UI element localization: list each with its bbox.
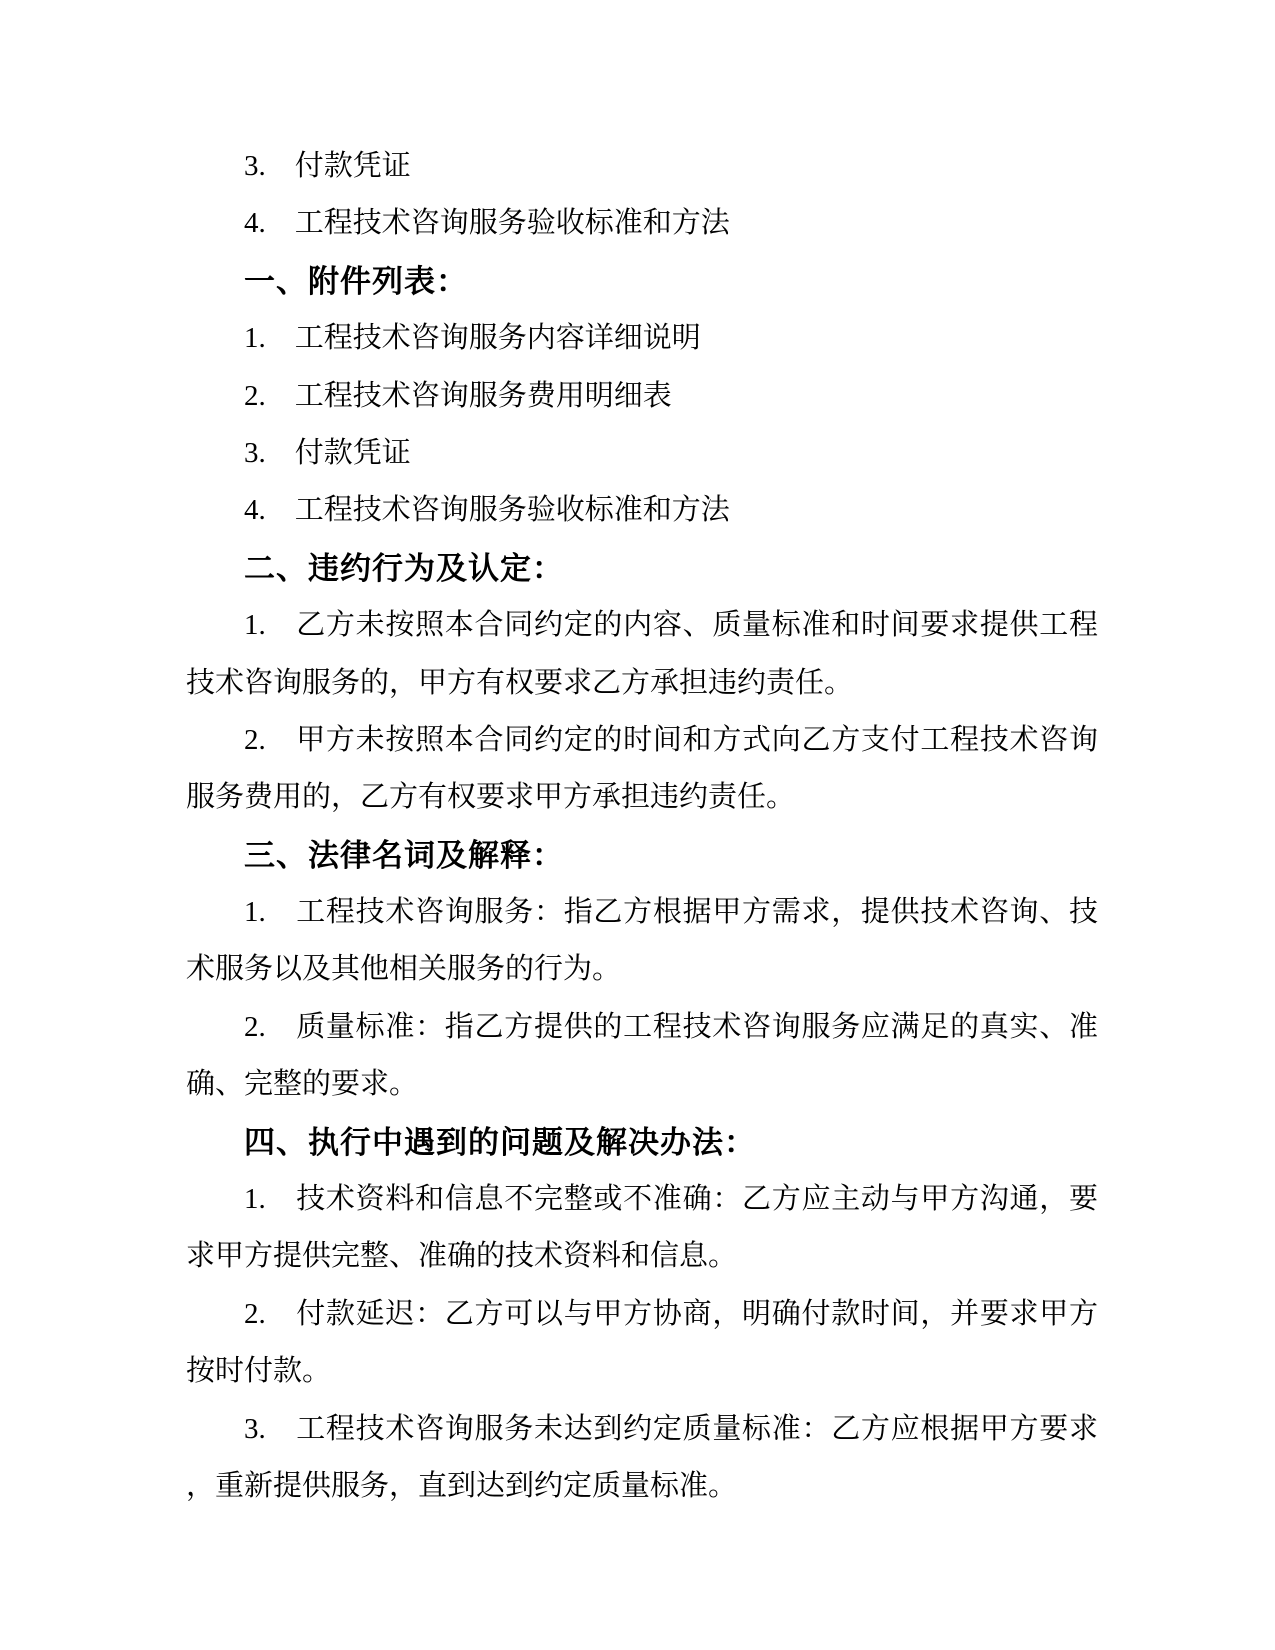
- document-line: 1. 技术资料和信息不完整或不准确：乙方应主动与甲方沟通，要: [244, 1183, 1098, 1216]
- list-item-paragraph: [186, 195, 1098, 252]
- document-line: 术服务以及其他相关服务的行为。: [186, 953, 622, 986]
- document-line: ，重新提供服务，直到达到约定质量标准。: [186, 1469, 738, 1502]
- section-heading: [186, 827, 1098, 884]
- list-item-paragraph: [186, 884, 1098, 999]
- document-line: 三、法律名词及解释：: [244, 837, 564, 873]
- document-line: 服务费用的，乙方有权要求甲方承担违约责任。: [186, 781, 796, 814]
- document-line: 确、完整的要求。: [186, 1068, 419, 1101]
- document-content: [186, 138, 1098, 1515]
- document-line: 技术咨询服务的，甲方有权要求乙方承担违约责任。: [186, 666, 854, 699]
- document-line: 按时付款。: [186, 1355, 332, 1388]
- document-line: 求甲方提供完整、准确的技术资料和信息。: [186, 1240, 738, 1273]
- section-heading: [186, 253, 1098, 310]
- document-line: 2. 质量标准：指乙方提供的工程技术咨询服务应满足的真实、准: [244, 1010, 1098, 1043]
- section-heading: [186, 1114, 1098, 1171]
- document-line: 3. 工程技术咨询服务未达到约定质量标准：乙方应根据甲方要求: [244, 1412, 1098, 1445]
- document-line: 3. 付款凭证: [244, 150, 411, 182]
- document-line: 2. 甲方未按照本合同约定的时间和方式向乙方支付工程技术咨询: [244, 723, 1098, 756]
- document-line: 3. 付款凭证: [244, 436, 411, 469]
- document-line: 四、执行中遇到的问题及解决办法：: [244, 1124, 756, 1160]
- document-line: 1. 工程技术咨询服务：指乙方根据甲方需求，提供技术咨询、技: [244, 896, 1098, 929]
- list-item-paragraph: [186, 597, 1098, 712]
- document-line: 二、违约行为及认定：: [244, 550, 564, 586]
- list-item-paragraph: [186, 425, 1098, 482]
- list-item-paragraph: [186, 1286, 1098, 1401]
- list-item-paragraph: [186, 482, 1098, 539]
- document-line: 2. 工程技术咨询服务费用明细表: [244, 379, 672, 412]
- list-item-paragraph: [186, 712, 1098, 827]
- document-line: 1. 工程技术咨询服务内容详细说明: [244, 322, 701, 355]
- list-item-paragraph: [186, 1401, 1098, 1516]
- list-item-paragraph: [186, 1171, 1098, 1286]
- section-heading: [186, 540, 1098, 597]
- list-item-paragraph: [186, 310, 1098, 367]
- document-line: 一、附件列表：: [244, 263, 468, 299]
- list-item-paragraph: [186, 138, 1098, 195]
- list-item-paragraph: [186, 999, 1098, 1114]
- document-line: 2. 付款延迟：乙方可以与甲方协商，明确付款时间，并要求甲方: [244, 1297, 1098, 1330]
- document-line: 4. 工程技术咨询服务验收标准和方法: [244, 207, 730, 240]
- list-item-paragraph: [186, 368, 1098, 425]
- document-line: 4. 工程技术咨询服务验收标准和方法: [244, 494, 730, 527]
- document-line: 1. 乙方未按照本合同约定的内容、质量标准和时间要求提供工程: [244, 609, 1098, 642]
